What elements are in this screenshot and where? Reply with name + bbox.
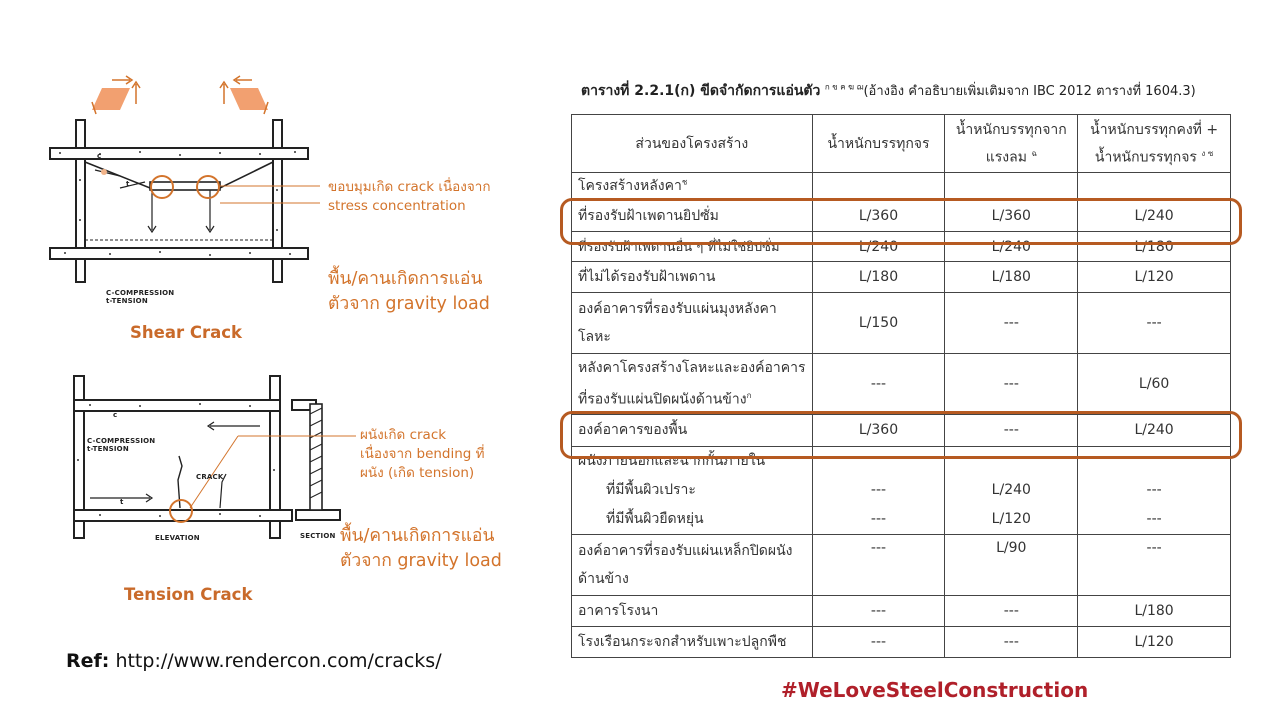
row-metal-wall-line1: หลังคาโครงสร้างโลหะและองค์อาคาร (578, 360, 806, 376)
tension-label-crack: CRACK (196, 473, 224, 481)
row-metal-wall-label (572, 354, 813, 415)
row-walls-value (812, 446, 945, 534)
shear-annotation-gravity-line1: พื้น/คานเกิดการแอ่น (328, 269, 483, 289)
tension-label-compression: C-COMPRESSION (87, 437, 156, 445)
tension-label-c: c (113, 411, 118, 419)
row-metal-roof-line2: โลหะ (578, 329, 611, 345)
row-steel-wall-label (572, 534, 813, 595)
row-metal-wall-value: --- (945, 354, 1078, 415)
shear-label-c: c (97, 152, 102, 160)
table-row (572, 354, 1231, 415)
row-metal-wall-line2-text: ที่รองรับแผ่นปิดผนังด้านข้าง (578, 391, 747, 408)
row-walls-value (1078, 446, 1231, 534)
row-walls-v3b: --- (1146, 510, 1162, 527)
row-barn-value: L/180 (1078, 595, 1231, 626)
row-gypsum-value: L/360 (812, 200, 945, 232)
row-walls-v3a: --- (1146, 481, 1162, 498)
table-row (572, 173, 1231, 200)
row-walls-v2b: L/120 (991, 510, 1031, 527)
table-caption (581, 80, 1196, 102)
tension-annotation-bending (360, 426, 485, 483)
row-roof-cell (945, 173, 1078, 200)
row-floor-value: L/240 (1078, 414, 1231, 446)
row-walls-flexible: ที่มีพื้นผิวยืดหยุ่น (606, 510, 704, 527)
row-gypsum-value: L/360 (945, 200, 1078, 232)
header-dead-plus-live (1078, 115, 1231, 173)
row-barn-value: --- (945, 595, 1078, 626)
tension-annotation-gravity-line1: พื้น/คานเกิดการแอ่น (340, 526, 495, 546)
reference-label: Ref: (66, 650, 110, 672)
row-other-ceiling-value: L/240 (945, 232, 1078, 262)
row-steel-wall-line1: องค์อาคารที่รองรับแผ่นเหล็กปิดผนัง (578, 542, 793, 559)
row-roof-cell (1078, 173, 1231, 200)
shear-label-t: t (126, 180, 130, 188)
shear-annotation-stress (328, 178, 491, 216)
row-metal-wall-value: L/60 (1078, 354, 1231, 415)
shear-crack-diagram (40, 70, 320, 300)
tension-crack-title: Tension Crack (124, 585, 253, 604)
shear-annotation-gravity (328, 267, 490, 317)
row-greenhouse-value: L/120 (1078, 626, 1231, 657)
shear-crack-title: Shear Crack (130, 323, 242, 342)
tension-label-section: SECTION (300, 532, 336, 540)
tension-annotation-bending-line1: ผนังเกิด crack (360, 427, 447, 443)
row-walls-v1b: --- (870, 510, 887, 527)
row-floor-label: องค์อาคารของพื้น (572, 414, 813, 446)
row-greenhouse-label: โรงเรือนกระจกสำหรับเพาะปลูกพืช (572, 626, 813, 657)
table-row (572, 262, 1231, 293)
tension-label-elevation: ELEVATION (155, 534, 200, 542)
header-structure: ส่วนของโครงสร้าง (572, 115, 813, 173)
header-dead-plus-live-line2-text: น้ำหนักบรรทุกจร (1094, 149, 1197, 166)
row-metal-roof-value: L/150 (812, 293, 945, 354)
shear-annotation-stress-line1: ขอบมุมเกิด crack เนื่องจาก (328, 179, 491, 195)
table-row (572, 534, 1231, 595)
row-floor-value: L/360 (812, 414, 945, 446)
row-gypsum-label: ที่รองรับฝ้าเพดานยิปซั่ม (572, 200, 813, 232)
row-other-ceiling-value: L/240 (812, 232, 945, 262)
table-row (572, 293, 1231, 354)
table-row (572, 446, 1231, 534)
table-caption-ref: (อ้างอิง คำอธิบายเพิ่มเติมจาก IBC 2012 ตารางที่ 1604.3) (863, 84, 1196, 99)
reference-url[interactable]: http://www.rendercon.com/cracks/ (115, 650, 442, 672)
shear-annotation-stress-line2: stress concentration (328, 198, 466, 214)
highlight-gypsum-row (560, 198, 1242, 245)
header-wind-load-line2 (951, 142, 1071, 170)
row-greenhouse-value: --- (945, 626, 1078, 657)
row-walls-value (945, 446, 1078, 534)
shear-label-tension: t-TENSION (106, 297, 148, 305)
tension-annotation-gravity (340, 524, 502, 574)
shear-label-compression: C-COMPRESSION (106, 289, 175, 297)
tension-label-tension: t-TENSION (87, 445, 129, 453)
row-walls-v1a: --- (870, 481, 887, 498)
tension-annotation-bending-line2: เนื่องจาก bending ที่ (360, 446, 485, 462)
header-dead-plus-live-line2 (1084, 142, 1224, 170)
header-dead-plus-live-sup: ง ซ (1201, 148, 1214, 158)
shear-annotation-gravity-line2: ตัวจาก gravity load (328, 294, 490, 314)
row-walls-v2a: L/240 (991, 481, 1031, 498)
row-floor-value: --- (945, 414, 1078, 446)
row-steel-wall-value: L/90 (945, 534, 1078, 595)
row-steel-wall-value: --- (1078, 534, 1231, 595)
row-barn-label: อาคารโรงนา (572, 595, 813, 626)
tension-label-t: t (120, 498, 124, 506)
row-gypsum-value: L/240 (1078, 200, 1231, 232)
row-roof-label-text: โครงสร้างหลังคา (578, 178, 682, 194)
header-wind-load (945, 115, 1078, 173)
tension-annotation-gravity-line2: ตัวจาก gravity load (340, 551, 502, 571)
row-metal-wall-sup: ก (746, 391, 752, 400)
row-no-ceiling-value: L/180 (812, 262, 945, 293)
row-metal-wall-line2 (578, 382, 806, 414)
hashtag: #WeLoveSteelConstruction (781, 678, 1089, 702)
row-steel-wall-value: --- (812, 534, 945, 595)
row-other-ceiling-label: ที่รองรับฝ้าเพดานอื่น ๆ ที่ไม่ใช่ยิปซั่ม (572, 232, 813, 262)
row-metal-roof-value: --- (945, 293, 1078, 354)
row-roof-label (572, 173, 813, 200)
row-roof-cell (812, 173, 945, 200)
header-dead-plus-live-line1: น้ำหนักบรรทุกคงที่ + (1090, 121, 1219, 138)
table-caption-main: ตารางที่ 2.2.1(ก) ขีดจำกัดการแอ่นตัว (581, 83, 821, 99)
row-no-ceiling-value: L/120 (1078, 262, 1231, 293)
header-wind-load-sup: ฉ (1031, 148, 1037, 158)
table-row (572, 595, 1231, 626)
row-no-ceiling-value: L/180 (945, 262, 1078, 293)
row-metal-roof-label (572, 293, 813, 354)
highlight-floor-row (560, 411, 1242, 459)
header-live-load: น้ำหนักบรรทุกจร (812, 115, 945, 173)
row-metal-roof-line1: องค์อาคารที่รองรับแผ่นมุงหลังคา (578, 301, 777, 317)
row-other-ceiling-value: L/180 (1078, 232, 1231, 262)
row-roof-sup: ช (681, 177, 688, 187)
reference (66, 650, 442, 672)
table-header-row (572, 115, 1231, 173)
tension-crack-diagram (60, 370, 360, 550)
row-steel-wall-line2: ด้านข้าง (578, 570, 629, 587)
row-walls-brittle: ที่มีพื้นผิวเปราะ (606, 481, 696, 498)
deflection-limits-table (571, 114, 1231, 658)
table-row (572, 626, 1231, 657)
row-greenhouse-value: --- (812, 626, 945, 657)
table-caption-sup: ก ข ค ฆ ฌ (824, 82, 864, 92)
tension-annotation-bending-line3: ผนัง (เกิด tension) (360, 465, 475, 481)
header-wind-load-line2-text: แรงลม (985, 149, 1027, 166)
row-barn-value: --- (812, 595, 945, 626)
row-metal-wall-value: --- (812, 354, 945, 415)
row-walls-line1: ผนังภายนอกและฉากกั้นภายใน (578, 452, 766, 469)
row-metal-roof-value: --- (1078, 293, 1231, 354)
row-no-ceiling-label: ที่ไม่ได้รองรับฝ้าเพดาน (572, 262, 813, 293)
header-wind-load-line1: น้ำหนักบรรทุกจาก (955, 121, 1067, 138)
row-walls-label (572, 446, 813, 534)
